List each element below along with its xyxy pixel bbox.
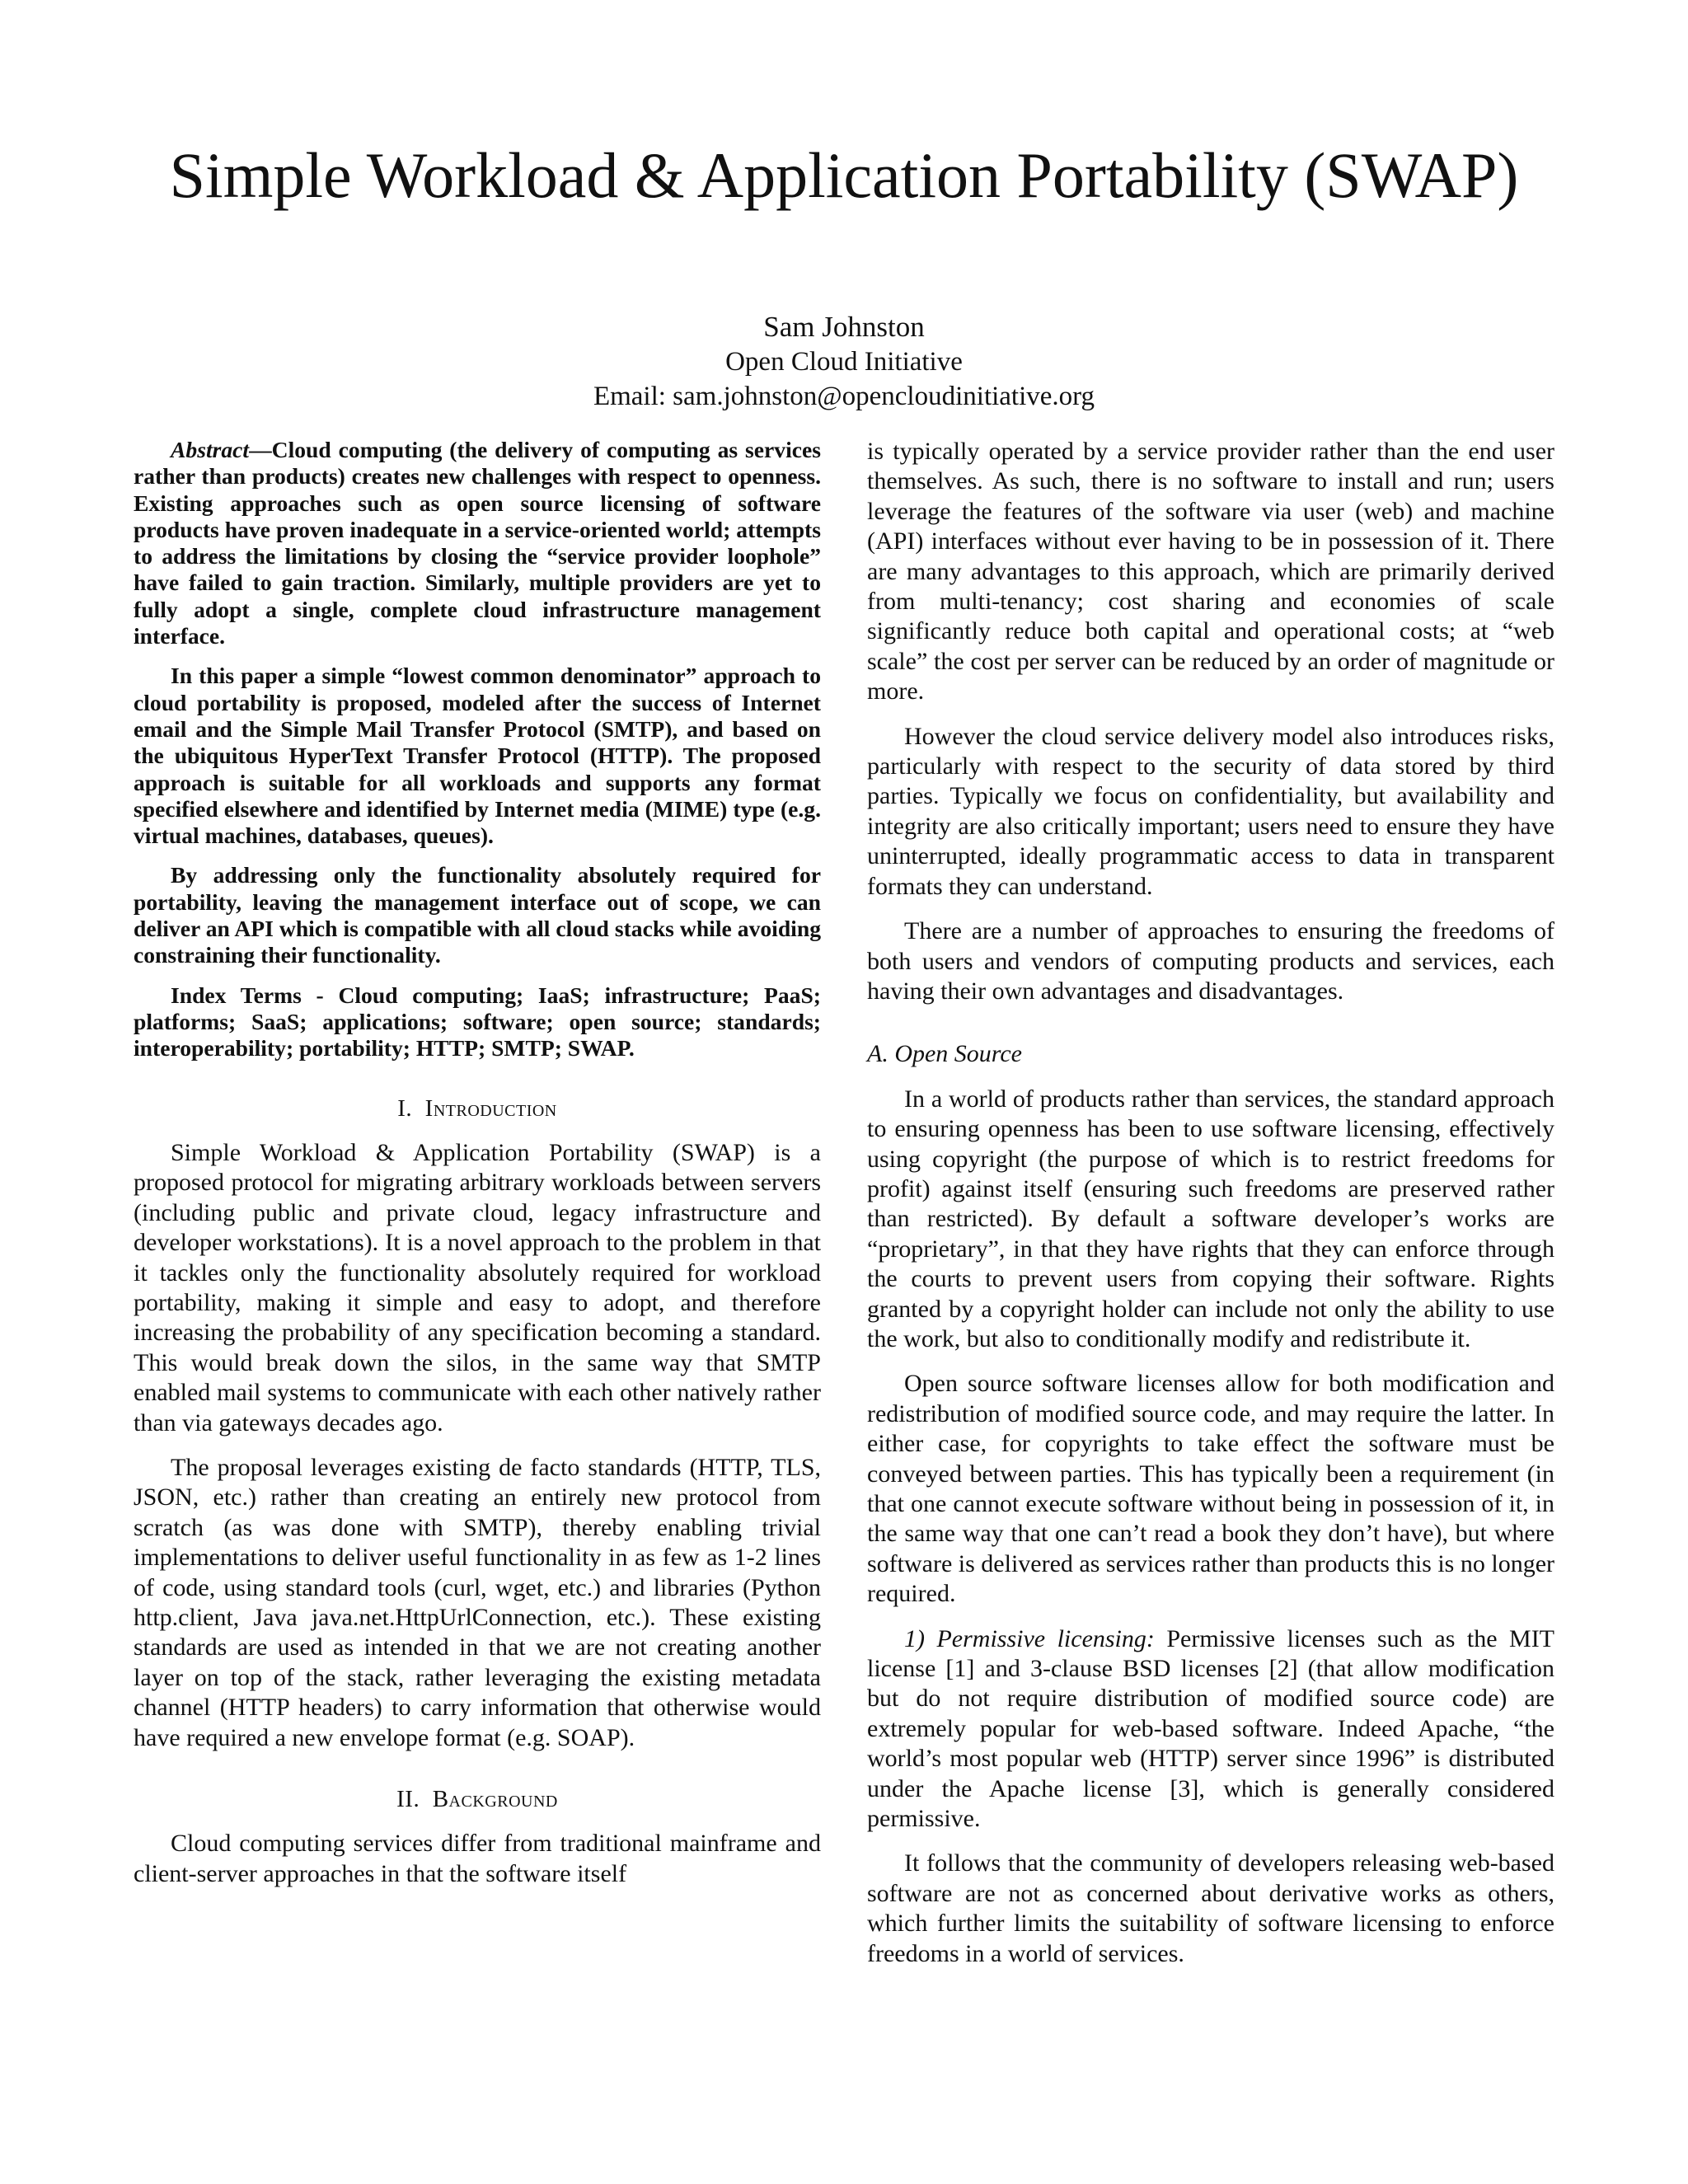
subsection-heading-open-source: A. Open Source (867, 1040, 1022, 1068)
abstract-paragraph-2: In this paper a simple “lowest common denominator” approach to cloud portability is proposed, modeled after the success of Internet email and the Simple Mail Transfer Protocol (SMTP), and based on the ubiquitous HyperText Transfer Protocol (HTTP). The proposed approach is suitable for all workloads and supports any format specified elsewhere and identified by Internet media (MIME) type (e.g. virtual machines, databases, queues). (134, 663, 821, 849)
background-paragraph-3: There are a number of approaches to ensuring the freedoms of both users and vendors of computing products and services, each having their own advantages and disadvantages. (867, 917, 1554, 1005)
open-source-paragraph-1: In a world of products rather than services, the standard approach to ensuring openness has been to use software licensing, effectively using copyright (the purpose of which is to restrict freedoms for profit) against itself (ensuring such freedoms are preserved rather than restricted). By default a software developer’s works are “proprietary”, in that they have rights that they can enforce through the courts to prevent users from copying their software. Rights granted by a copyright holder can include not only the ability to use the work, but also to conditionally modify and redistribute it. (867, 1085, 1554, 1352)
abstract-label: Abstract (171, 437, 250, 462)
abstract (134, 437, 821, 1062)
background-paragraph-1-start: Cloud computing services differ from traditional mainframe and client-server approaches in that the software itself (134, 1830, 821, 1887)
author-block (0, 310, 1688, 414)
abstract-paragraph-3: By addressing only the functionality absolutely required for portability, leaving the management interface out of scope, we can deliver an API which is compatible with all cloud stacks while avoiding constraining their functionality. (134, 862, 821, 968)
permissive-licensing-paragraph (867, 1624, 1554, 1835)
background-paragraph-2: However the cloud service delivery model also introduces risks, particularly with respect to the security of data stored by third parties. Typically we focus on confidentiality, but availability and integrity are also critically important; users need to ensure they have uninterrupted, ideally programmatic access to data in transparent formats they can understand. (867, 722, 1554, 900)
author-affiliation: Open Cloud Initiative (725, 347, 963, 377)
left-column (134, 437, 821, 1904)
abstract-paragraph-1 (134, 437, 821, 649)
section-title: Introduction (424, 1094, 557, 1122)
intro-paragraph-2: The proposal leverages existing de facto standards (HTTP, TLS, JSON, etc.) rather than creating an entirely new protocol from scratch (as was done with SMTP), thereby enabling trivial implementations to deliver useful functionality in as few as 1-2 lines of code, using standard tools (curl, wget, etc.) and libraries (Python http.client, Java java.net.HttpUrlConnection, etc.). These existing standards are used as intended in that we are not creating another layer on top of the stack, rather leveraging the existing metadata channel (HTTP headers) to carry information that otherwise would have required a new envelope format (e.g. SOAP). (134, 1454, 821, 1751)
paper-title: Simple Workload & Application Portability (SWAP) (169, 139, 1519, 211)
abstract-text-1: —Cloud computing (the delivery of computing as services rather than products) creates new challenges with respect to openness. Existing approaches such as open source licensing of software products have proven inadequate in a service-oriented world; attempts to address the limitations by closing the “service provider loophole” have failed to gain traction. Similarly, multiple providers are yet to fully adopt a single, complete cloud infrastructure management interface. (134, 437, 821, 649)
background-paragraph-1-continued: is typically operated by a service provider rather than the end user themselves. As such, there is no software to install and run; users leverage the features of the software via user (web) and machine (API) interfaces without ever having to be in possession of it. There are many advantages to this approach, which are primarily derived from multi-tenancy; cost sharing and economies of scale significantly reduce both capital and operational costs; at “web scale” the cost per server can be reduced by an order of magnitude or more. (867, 438, 1554, 705)
author-email: Email: sam.johnston@opencloudinitiative.org (593, 382, 1095, 411)
section-title: Background (432, 1786, 558, 1813)
section-number: I. (397, 1094, 413, 1122)
section-number: II. (396, 1786, 420, 1813)
permissive-licensing-text: Permissive licenses such as the MIT license [1] and 3-clause BSD licenses [2] (that allow modification but do not require distribution of modified source code) are extremely popular for web-based software. Indeed Apache, “the world’s most popular web (HTTP) server since 1996” is distributed under the Apache license [3], which is generally considered permissive. (867, 1624, 1555, 1833)
author-name: Sam Johnston (763, 311, 925, 343)
paragraph-heading: 1) Permissive licensing: (904, 1624, 1155, 1652)
intro-paragraph-1: Simple Workload & Application Portability (SWAP) is a proposed protocol for migrating arbitrary workloads between servers (including public and private cloud, legacy infrastructure and developer workstations). It is a novel approach to the problem in that it tackles only the functionality absolutely required for workload portability, making it simple and easy to adopt, and therefore increasing the probability of any specification becoming a standard. This would break down the silos, in the same way that SMTP enabled mail systems to communicate with each other natively rather than via gateways decades ago. (134, 1138, 821, 1436)
section-heading-introduction (134, 1094, 821, 1123)
open-source-paragraph-4: It follows that the community of developers releasing web-based software are not as concerned about derivative works as others, which further limits the suitability of software licensing to enforce freedoms in a world of services. (867, 1849, 1554, 1967)
right-column (867, 437, 1554, 1984)
open-source-paragraph-2: Open source software licenses allow for both modification and redistribution of modified source code, and may require the latter. In either case, for copyrights to take effect the software must be conveyed between parties. This has typically been a requirement (in that one cannot execute software without being in possession of it, in the same way that one can’t read a book they don’t have), but where software is delivered as services rather than products this is no longer required. (867, 1370, 1554, 1608)
section-heading-background (134, 1784, 821, 1814)
index-terms: Index Terms - Cloud computing; IaaS; infrastructure; PaaS; platforms; SaaS; applications; software; open source; standards; interoperability; portability; HTTP; SMTP; SWAP. (134, 982, 821, 1062)
